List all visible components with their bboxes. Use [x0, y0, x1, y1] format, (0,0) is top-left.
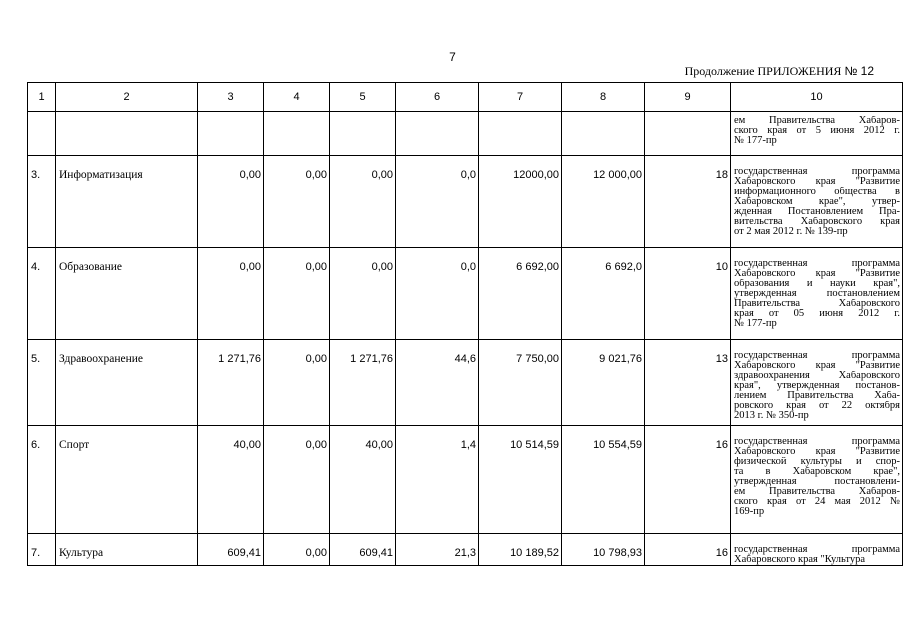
description-line: государственная программа [734, 545, 900, 555]
continuation-header [685, 64, 874, 79]
program-description [731, 340, 903, 426]
description-line: 2013 г. № 350-пр [734, 411, 809, 421]
row-number: 3. [28, 156, 56, 248]
value-c9: 10 [645, 248, 731, 340]
description-line: от 2 мая 2012 г. № 139-пр [734, 227, 848, 237]
value-c4: 0,00 [264, 156, 330, 248]
value-c8: 12 000,00 [562, 156, 645, 248]
header-cell-3: 3 [198, 83, 264, 112]
program-description [731, 248, 903, 340]
row-number: 5. [28, 340, 56, 426]
description-line: ем Правительства Хабаров- [734, 487, 900, 497]
table-row [28, 340, 903, 426]
row-number: 4. [28, 248, 56, 340]
value-c6: 21,3 [396, 534, 479, 566]
description-line: ского края от 24 мая 2012 № [734, 497, 900, 507]
sector-name: Образование [56, 248, 198, 340]
header-cell-8: 8 [562, 83, 645, 112]
value-c4: 0,00 [264, 426, 330, 534]
header-cell-6: 6 [396, 83, 479, 112]
description-line: государственная программа [734, 351, 900, 361]
value-c3: 0,00 [198, 248, 264, 340]
empty-cell [396, 112, 479, 156]
value-c5: 609,41 [330, 534, 396, 566]
empty-cell [56, 112, 198, 156]
empty-cell [645, 112, 731, 156]
description-line: утвержденная постановлением [734, 289, 900, 299]
description-line: Хабаровского края "Культура [734, 555, 866, 565]
description-line: № 177-пр [734, 319, 777, 329]
header-row [28, 83, 903, 112]
program-description [731, 426, 903, 534]
description-line: Хабаровского края "Развитие [734, 447, 900, 457]
value-c7: 7 750,00 [479, 340, 562, 426]
description-line: государственная программа [734, 437, 900, 447]
description-line: физической культуры и спор- [734, 457, 900, 467]
value-c7: 10 514,59 [479, 426, 562, 534]
table-row [28, 534, 903, 566]
description-line: Правительства Хабаровского [734, 299, 900, 309]
page-number: 7 [449, 50, 456, 64]
program-description [731, 534, 903, 566]
program-description [731, 156, 903, 248]
value-c5: 0,00 [330, 248, 396, 340]
description-line: ровского края от 22 октября [734, 401, 900, 411]
value-c6: 0,0 [396, 156, 479, 248]
table-row [28, 426, 903, 534]
value-c4: 0,00 [264, 534, 330, 566]
header-cell-5: 5 [330, 83, 396, 112]
description-line: лением Правительства Хаба- [734, 391, 900, 401]
description-line: жденная Постановлением Пра- [734, 207, 900, 217]
value-c3: 0,00 [198, 156, 264, 248]
description-line: края от 05 июня 2012 г. [734, 309, 900, 319]
value-c6: 0,0 [396, 248, 479, 340]
continuation-label: Продолжение ПРИЛОЖЕНИЯ [684, 64, 842, 78]
table-row [28, 248, 903, 340]
header-cell-1: 1 [28, 83, 56, 112]
empty-cell [479, 112, 562, 156]
row-number: 6. [28, 426, 56, 534]
sector-name: Информатизация [56, 156, 198, 248]
program-description [731, 112, 903, 156]
value-c8: 6 692,0 [562, 248, 645, 340]
empty-cell [264, 112, 330, 156]
description-line: № 177-пр [734, 136, 777, 146]
value-c5: 1 271,76 [330, 340, 396, 426]
description-line: Хабаровского края "Развитие [734, 269, 900, 279]
description-line: ем Правительства Хабаров- [734, 116, 900, 126]
value-c9: 18 [645, 156, 731, 248]
description-line: вительства Хабаровского края [734, 217, 900, 227]
description-line: 169-пр [734, 507, 765, 517]
value-c4: 0,00 [264, 340, 330, 426]
value-c7: 12000,00 [479, 156, 562, 248]
header-cell-4: 4 [264, 83, 330, 112]
value-c5: 0,00 [330, 156, 396, 248]
header-cell-7: 7 [479, 83, 562, 112]
description-line: здравоохранения Хабаровского [734, 371, 900, 381]
header-cell-2: 2 [56, 83, 198, 112]
value-c7: 6 692,00 [479, 248, 562, 340]
description-line: образования и науки края", [734, 279, 900, 289]
empty-cell [562, 112, 645, 156]
value-c6: 44,6 [396, 340, 479, 426]
continuation-number: № 12 [844, 64, 874, 78]
appendix-table [27, 82, 903, 566]
header-cell-9: 9 [645, 83, 731, 112]
empty-cell [198, 112, 264, 156]
description-line: та в Хабаровском крае", [734, 467, 900, 477]
value-c6: 1,4 [396, 426, 479, 534]
description-line: утвержденная постановлени- [734, 477, 900, 487]
description-line: государственная программа [734, 259, 900, 269]
value-c5: 40,00 [330, 426, 396, 534]
value-c8: 10 798,93 [562, 534, 645, 566]
table-row [28, 112, 903, 156]
value-c3: 609,41 [198, 534, 264, 566]
sector-name: Спорт [56, 426, 198, 534]
description-line: информационного общества в [734, 187, 900, 197]
sector-name: Культура [56, 534, 198, 566]
description-line: государственная программа [734, 167, 900, 177]
value-c9: 13 [645, 340, 731, 426]
sector-name: Здравоохранение [56, 340, 198, 426]
description-line: края", утвержденная постанов- [734, 381, 900, 391]
value-c8: 9 021,76 [562, 340, 645, 426]
value-c7: 10 189,52 [479, 534, 562, 566]
row-number: 7. [28, 534, 56, 566]
table-row [28, 156, 903, 248]
empty-cell [28, 112, 56, 156]
value-c8: 10 554,59 [562, 426, 645, 534]
value-c9: 16 [645, 426, 731, 534]
description-line: Хабаровского края "Развитие [734, 177, 900, 187]
description-line: Хабаровском крае", утвер- [734, 197, 900, 207]
value-c4: 0,00 [264, 248, 330, 340]
description-line: Хабаровского края "Развитие [734, 361, 900, 371]
value-c3: 1 271,76 [198, 340, 264, 426]
description-line: ского края от 5 июня 2012 г. [734, 126, 900, 136]
empty-cell [330, 112, 396, 156]
value-c3: 40,00 [198, 426, 264, 534]
header-cell-10: 10 [731, 83, 903, 112]
value-c9: 16 [645, 534, 731, 566]
